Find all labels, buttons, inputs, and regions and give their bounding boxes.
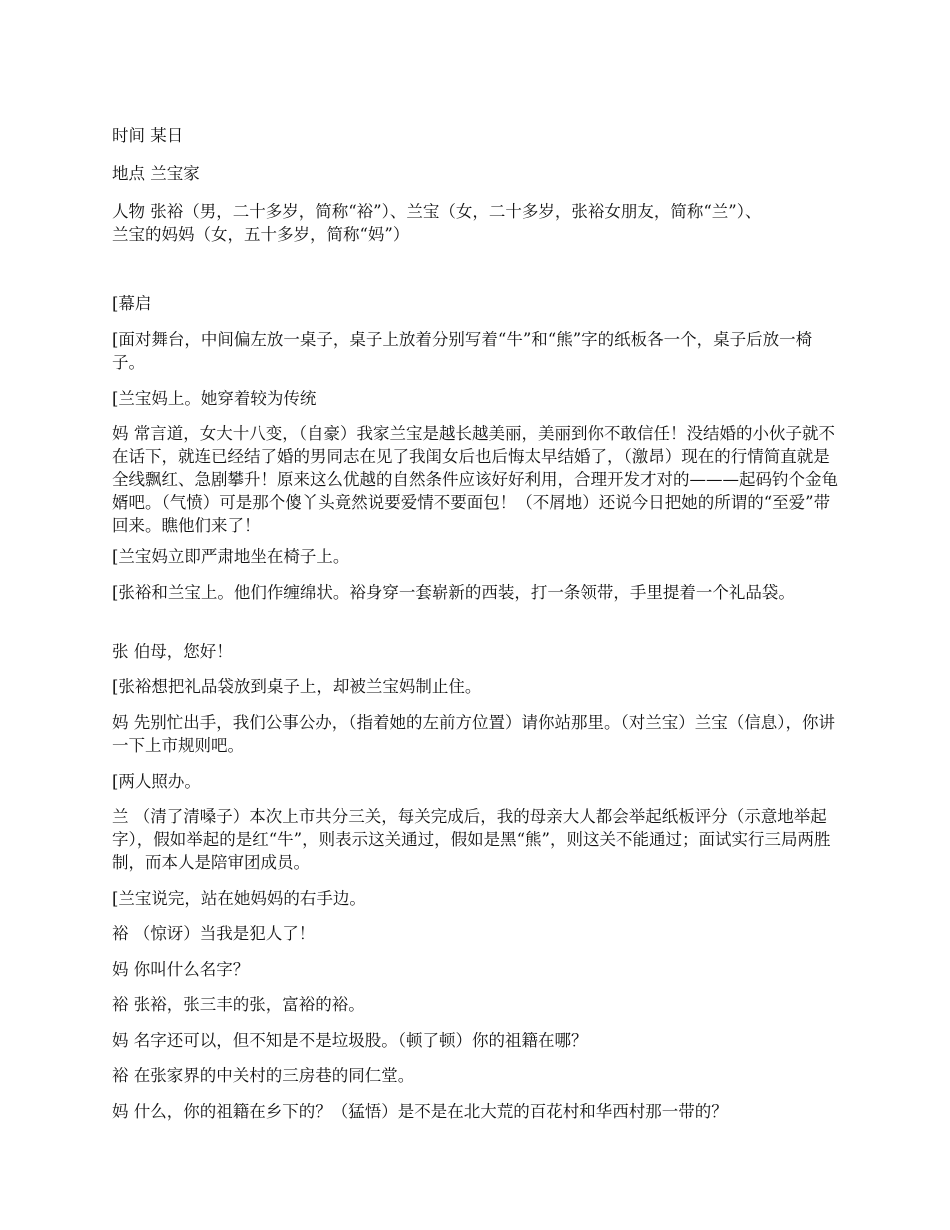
dialogue-lan-rules: 兰 （清了清嗓子）本次上市共分三关，每关完成后，我的母亲大人都会举起纸板评分（示意地举起字），假如举起的是红“牛”，则表示这关通过，假如是黑“熊”，则这关不能通过；面试实行三局两胜制，而本人是陪审团成员。 — [112, 807, 831, 872]
dialogue-yu-surprised: 裕 （惊讶）当我是犯人了！ — [112, 924, 316, 943]
stage-direction-lan-stand: [兰宝说完，站在她妈妈的右手边。 — [112, 889, 366, 908]
stage-direction-setting: [面对舞台，中间偏左放一桌子，桌子上放着分别写着“牛”和“熊”字的纸板各一个，桌子后放一椅子。 — [112, 330, 813, 372]
stage-direction-entrance: [兰宝妈上。她穿着较为传统 — [112, 389, 317, 408]
dialogue-yu-name: 裕 张裕，张三丰的张，富裕的裕。 — [112, 995, 365, 1014]
dialogue-mother-village: 妈 什么，你的祖籍在乡下的？（猛悟）是不是在北大荒的百花村和华西村那一带的？ — [112, 1102, 728, 1121]
dialogue-mother-name: 妈 你叫什么名字？ — [112, 960, 250, 979]
dialogue-mother-monologue: 妈 常言道，女大十八变，（自豪）我家兰宝是越长越美丽，美丽到你不敢信任！没结婚的小伙子就不在话下，就连已经结了婚的男同志在见了我闺女后也后悔太早结婚了，（激昂）现在的行情简直就是全线飘红、急剧攀升！原来这么优越的自然条件应该好好利用，合理开发才对的———起码钓个金龟婿吧。（气愤）可是那个傻丫头竟然说要爱情不要面包！（不屑地）还说今日把她的所谓的“至爱”带回来。瞧他们来了！ — [112, 424, 838, 535]
dialogue-yu-origin: 裕 在张家界的中关村的三房巷的同仁堂。 — [112, 1066, 415, 1085]
stage-direction-sit: [兰宝妈立即严肃地坐在椅子上。 — [112, 547, 350, 566]
dialogue-zhang-greeting: 张 伯母，您好！ — [112, 642, 233, 661]
dialogue-mother-origin: 妈 名字还可以，但不知是不是垃圾股。（顿了顿）你的祖籍在哪？ — [112, 1031, 588, 1050]
time-line: 时间 某日 — [112, 126, 184, 145]
stage-direction-couple-enter: [张裕和兰宝上。他们作缠绵状。裕身穿一套崭新的西装，打一条领带，手里提着一个礼品袋。 — [112, 583, 795, 602]
stage-direction-comply: [两人照办。 — [112, 772, 201, 791]
dialogue-mother-rules: 妈 先别忙出手，我们公事公办，（指着她的左前方位置）请你站那里。（对兰宝）兰宝（信息），你讲一下上市规则吧。 — [112, 713, 835, 755]
stage-direction-curtain: [幕启 — [112, 294, 152, 313]
place-line: 地点 兰宝家 — [112, 164, 200, 183]
characters-line: 人物 张裕（男，二十多岁，简称“裕”）、兰宝（女，二十多岁，张裕女朋友，简称“兰”）、兰宝的妈妈（女，五十多岁，简称“妈”） — [112, 202, 762, 244]
stage-direction-gift: [张裕想把礼品袋放到桌子上，却被兰宝妈制止住。 — [112, 677, 482, 696]
